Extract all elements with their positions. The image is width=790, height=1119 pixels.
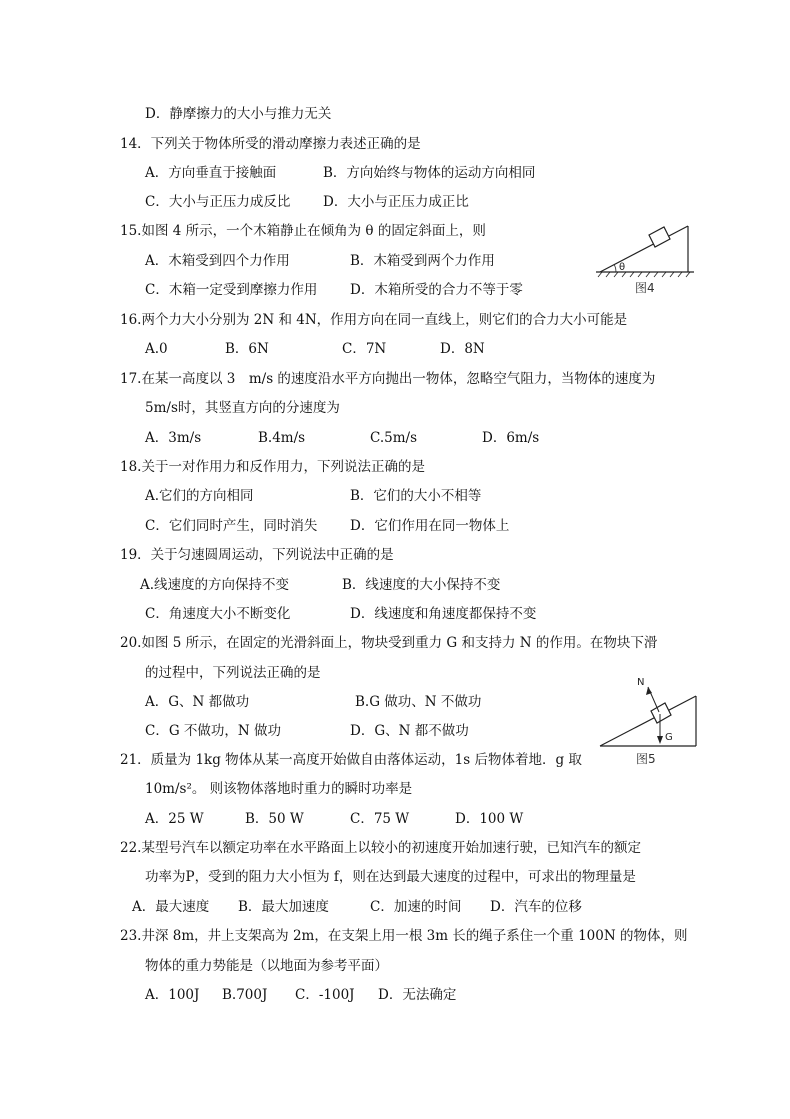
q21-option-a: A．25 W: [145, 811, 204, 827]
q17-stem-line2: 5m/s时，其竖直方向的分速度为: [145, 400, 340, 416]
q19-stem: 19．关于匀速圆周运动，下列说法中正确的是: [120, 547, 394, 563]
figure-5-label-g: G: [665, 732, 673, 743]
q20-option-d: D．G、N 都不做功: [350, 723, 469, 739]
q20-option-b: B.G 做功、N 不做功: [355, 694, 482, 710]
figure-4-caption: 图4: [635, 281, 655, 295]
figure-5-incline: [598, 672, 703, 767]
q22-option-b: B．最大加速度: [238, 899, 329, 915]
q23-option-d: D．无法确定: [378, 987, 457, 1003]
figure-5-caption: 图5: [636, 752, 656, 766]
figure-5-label-n: N: [637, 677, 645, 688]
q17-option-c: C.5m/s: [370, 430, 418, 446]
q19-option-d: D．线速度和角速度都保持不变: [350, 606, 537, 622]
q22-stem-line2: 功率为P，受到的阻力大小恒为 f，则在达到最大速度的过程中，可求出的物理量是: [145, 869, 636, 885]
q15-option-d: D．木箱所受的合力不等于零: [350, 282, 523, 298]
q14-option-c: C．大小与正压力成反比: [145, 194, 291, 210]
q18-option-c: C．它们同时产生，同时消失: [145, 518, 318, 534]
q23-option-b: B.700J: [222, 987, 268, 1003]
q14-option-d: D．大小与正压力成正比: [323, 194, 469, 210]
q17-option-a: A．3m/s: [145, 430, 202, 446]
q14-stem: 14．下列关于物体所受的滑动摩擦力表述正确的是: [120, 136, 421, 152]
q23-option-c: C．-100J: [295, 987, 355, 1003]
q23-stem-line1: 23.井深 8m，井上支架高为 2m，在支架上用一根 3m 长的绳子系住一个重 100N 的物体，则: [120, 928, 688, 944]
q20-option-c: C．G 不做功，N 做功: [145, 723, 282, 739]
q16-stem: 16.两个力大小分别为 2N 和 4N，作用方向在同一直线上，则它们的合力大小可能是: [120, 312, 628, 328]
q16-option-b: B．6N: [225, 341, 269, 357]
q21-option-d: D．100 W: [455, 811, 524, 827]
q16-option-a: A.0: [145, 341, 168, 357]
q16-option-c: C．7N: [342, 341, 387, 357]
q20-option-a: A．G、N 都做功: [145, 694, 250, 710]
q18-option-d: D．它们作用在同一物体上: [350, 518, 510, 534]
q15-option-a: A．木箱受到四个力作用: [145, 253, 290, 269]
q23-stem-line2: 物体的重力势能是（以地面为参考平面）: [145, 958, 388, 974]
figure-4-angle-label: θ: [619, 262, 626, 273]
q14-option-b: B．方向始终与物体的运动方向相同: [323, 165, 536, 181]
q18-option-b: B．它们的大小不相等: [350, 488, 482, 504]
q15-option-c: C．木箱一定受到摩擦力作用: [145, 282, 318, 298]
q17-option-b: B.4m/s: [258, 430, 306, 446]
q21-stem-line2: 10m/s²。 则该物体落地时重力的瞬时功率是: [145, 781, 413, 797]
q21-stem-line1: 21．质量为 1kg 物体从某一高度开始做自由落体运动，1s 后物体着地．g 取: [120, 752, 582, 768]
q20-stem-line1: 20.如图 5 所示，在固定的光滑斜面上，物块受到重力 G 和支持力 N 的作用。在物块下滑: [120, 635, 658, 651]
q23-option-a: A．100J: [145, 987, 200, 1003]
q17-option-d: D．6m/s: [482, 430, 540, 446]
q15-stem: 15.如图 4 所示，一个木箱静止在倾角为 θ 的固定斜面上，则: [120, 223, 486, 239]
q20-stem-line2: 的过程中，下列说法正确的是: [145, 665, 321, 681]
q21-option-c: C．75 W: [350, 811, 410, 827]
q22-stem-line1: 22.某型号汽车以额定功率在水平路面上以较小的初速度开始加速行驶，已知汽车的额定: [120, 840, 641, 856]
figure-4-incline: [594, 218, 704, 298]
q18-stem: 18.关于一对作用力和反作用力，下列说法正确的是: [120, 459, 425, 475]
q21-option-b: B．50 W: [245, 811, 304, 827]
q19-option-c: C．角速度大小不断变化: [145, 606, 291, 622]
q22-option-d: D．汽车的位移: [490, 899, 582, 915]
q19-option-a: A.线速度的方向保持不变: [140, 577, 290, 593]
q17-stem-line1: 17.在某一高度以 3 m/s 的速度沿水平方向抛出一物体，忽略空气阻力，当物体的速度为: [120, 371, 656, 387]
q19-option-b: B．线速度的大小保持不变: [342, 577, 501, 593]
q22-option-a: A．最大速度: [132, 899, 210, 915]
q16-option-d: D．8N: [440, 341, 485, 357]
q18-option-a: A.它们的方向相同: [145, 488, 254, 504]
q14-option-a: A．方向垂直于接触面: [145, 165, 277, 181]
q15-option-b: B．木箱受到两个力作用: [350, 253, 495, 269]
q22-option-c: C．加速的时间: [370, 899, 462, 915]
q13-option-d: D．静摩擦力的大小与推力无关: [145, 106, 332, 122]
